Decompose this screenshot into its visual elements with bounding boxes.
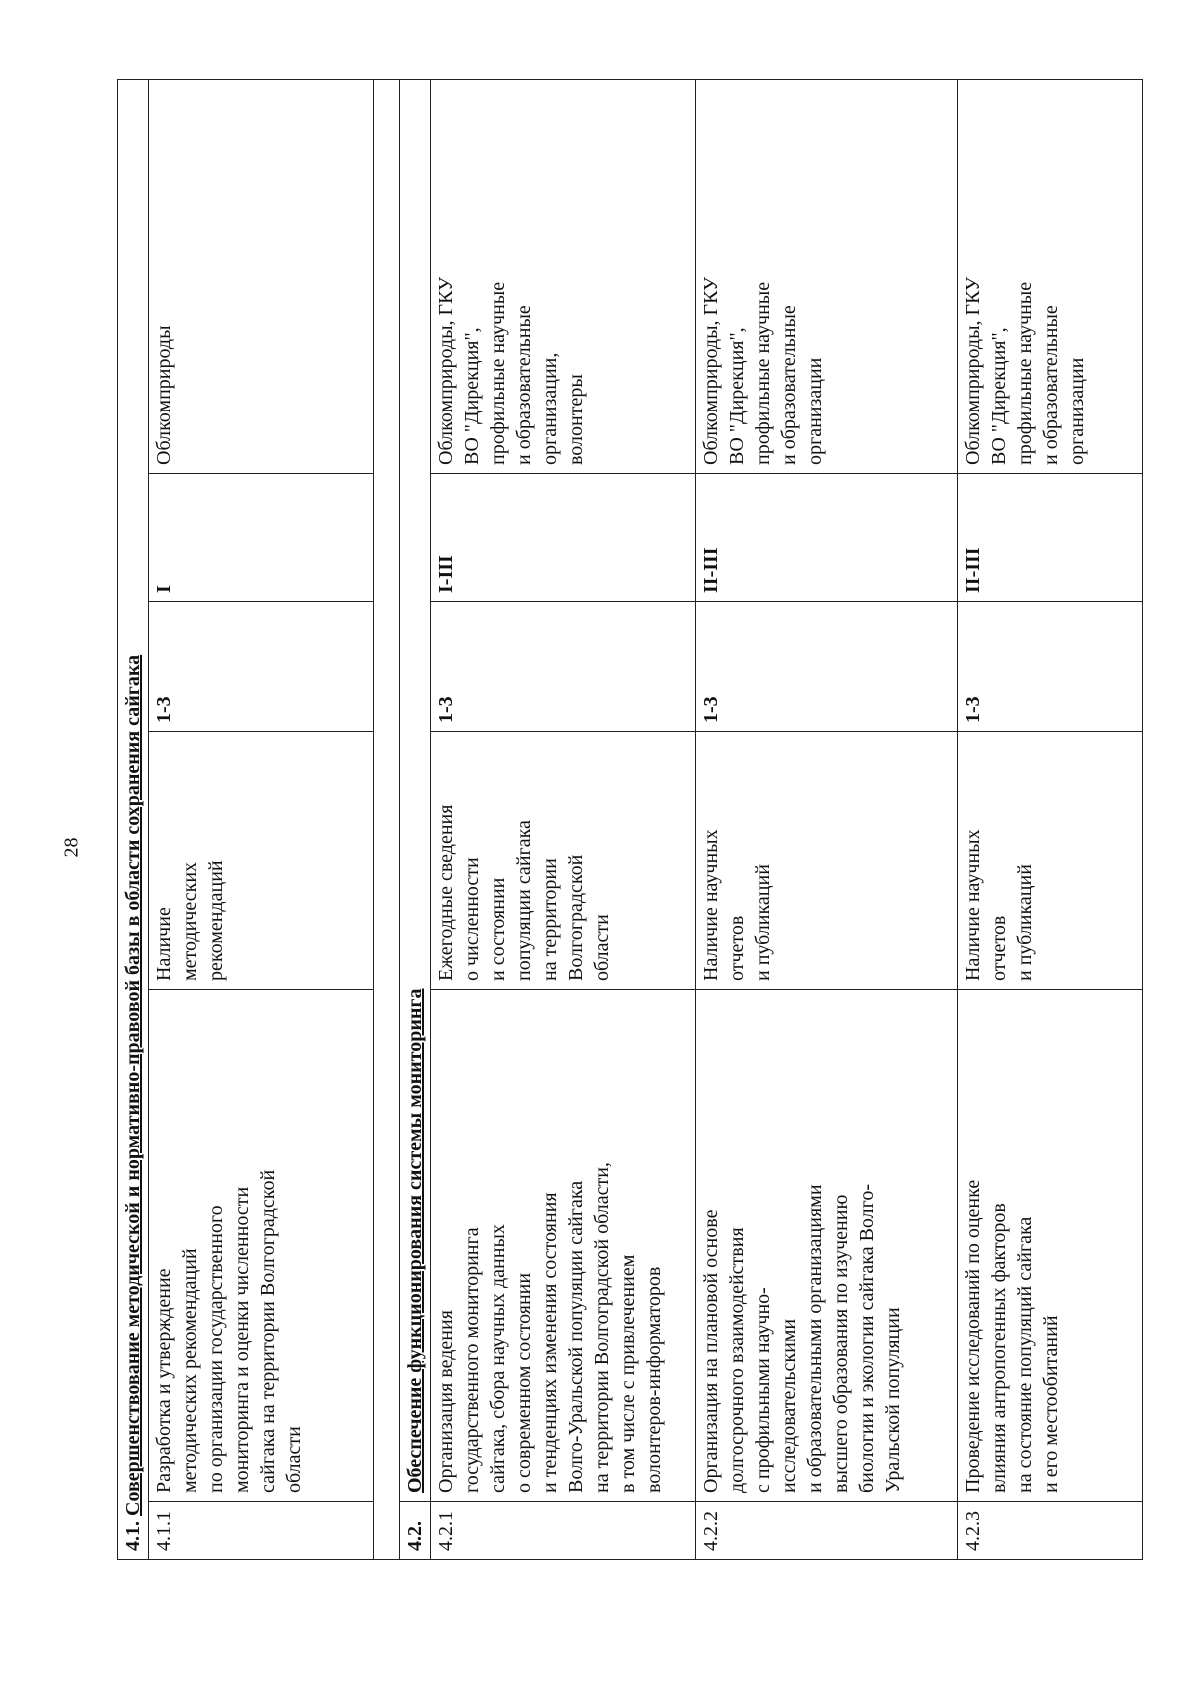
page-number: 28 — [60, 837, 83, 858]
responsible-line: и образовательные — [1040, 305, 1062, 465]
indicator-line: популяции сайгака — [513, 820, 535, 981]
section-number: 4.1. — [122, 1521, 144, 1551]
indicator-line: области — [591, 914, 613, 981]
responsible-line: профильные научные — [487, 281, 509, 465]
table-row — [958, 79, 1143, 1559]
indicator-line: и публикаций — [752, 864, 774, 981]
responsible-line: и образовательные — [513, 305, 535, 465]
measure-name-line: области — [283, 1426, 305, 1493]
measure-name-line: сайгака, сбора научных данных — [487, 1224, 509, 1493]
indicator-cell — [431, 732, 696, 990]
responsible-line: ВО "Дирекция", — [726, 327, 748, 465]
table-row — [149, 79, 374, 1559]
years-cell — [958, 602, 1143, 732]
measure-name-line: волонтеров-информаторов — [643, 1266, 665, 1493]
section-title: Совершенствование методической и нормативно-правовой базы в области сохранения сайгака — [122, 654, 144, 1516]
measure-name-line: государственного мониторинга — [461, 1227, 483, 1493]
indicator-line: рекомендаций — [205, 860, 227, 981]
responsible-line: организации — [1066, 357, 1088, 465]
years-value: 1-3 — [700, 696, 722, 723]
stage-cell — [696, 474, 958, 602]
indicator-line: на территории — [539, 858, 561, 981]
stage-value: I — [153, 585, 175, 593]
responsible-cell — [431, 79, 696, 473]
measure-number: 4.2.3 — [962, 1511, 984, 1551]
measure-name-line: с профильными научно- — [752, 1287, 774, 1493]
responsible-line: волонтеры — [565, 374, 587, 465]
section-number: 4.2. — [404, 1521, 426, 1551]
indicator-line: отчетов — [726, 915, 748, 981]
responsible-line: Облкомприроды — [153, 325, 175, 465]
indicator-line: и публикаций — [1014, 864, 1036, 981]
measure-name-line: Проведение исследований по оценке — [962, 1179, 984, 1493]
measure-number-cell — [958, 1502, 1143, 1560]
section-header-row — [118, 79, 149, 1559]
measure-name-cell — [431, 990, 696, 1502]
measure-name-line: и образовательными организациями — [804, 1184, 826, 1493]
measure-number-cell — [696, 1502, 958, 1560]
measure-name-line: в том числе с привлечением — [617, 1254, 639, 1493]
table-row — [696, 79, 958, 1559]
responsible-line: Облкомприроды, ГКУ — [962, 276, 984, 465]
stage-cell — [431, 474, 696, 602]
stage-value: II-III — [700, 547, 722, 593]
indicator-line: Наличие научных — [700, 829, 722, 981]
section-header-cell — [118, 79, 149, 1559]
measures-table — [117, 79, 1143, 1560]
measure-name-line: долгосрочного взаимодействия — [726, 1227, 748, 1493]
indicator-cell — [958, 732, 1143, 990]
measure-name-line: Организация на плановой основе — [700, 1209, 722, 1493]
responsible-line: ВО "Дирекция", — [461, 327, 483, 465]
responsible-line: профильные научные — [752, 281, 774, 465]
measure-name-line: исследовательскими — [778, 1318, 800, 1493]
rotated-table-container — [117, 80, 1117, 1560]
section-header-cell — [400, 79, 431, 1501]
years-value: 1-3 — [435, 696, 457, 723]
section-header-row — [400, 79, 431, 1559]
stage-cell — [958, 474, 1143, 602]
blank-row — [374, 79, 400, 1559]
indicator-cell — [149, 732, 374, 990]
indicator-line: методических — [179, 861, 201, 981]
stage-value: I-III — [435, 555, 457, 593]
responsible-line: ВО "Дирекция", — [988, 327, 1010, 465]
indicator-line: о численности — [461, 857, 483, 981]
years-cell — [696, 602, 958, 732]
measure-name-line: на территории Волгоградской области, — [591, 1162, 613, 1493]
responsible-line: Облкомприроды, ГКУ — [700, 276, 722, 465]
indicator-line: и состоянии — [487, 877, 509, 981]
indicator-cell — [696, 732, 958, 990]
years-cell — [431, 602, 696, 732]
measure-name-line: по организации государственного — [205, 1205, 227, 1493]
measure-name-line: сайгака на территории Волгоградской — [257, 1169, 279, 1493]
section-number-cell — [400, 1502, 431, 1560]
responsible-line: организации — [804, 357, 826, 465]
years-cell — [149, 602, 374, 732]
measure-name-line: на состояние популяций сайгака — [1014, 1216, 1036, 1493]
measure-name-line: Организация ведения — [435, 1310, 457, 1493]
responsible-line: и образовательные — [778, 305, 800, 465]
measure-number: 4.1.1 — [153, 1511, 175, 1551]
years-value: 1-3 — [962, 696, 984, 723]
responsible-cell — [958, 79, 1143, 473]
measure-name-line: и тенденциях изменения состояния — [539, 1192, 561, 1493]
indicator-line: отчетов — [988, 915, 1010, 981]
measure-name-cell — [149, 990, 374, 1502]
responsible-cell — [149, 79, 374, 473]
indicator-line: Волгоградской — [565, 854, 587, 981]
blank-cell — [374, 79, 400, 1559]
measure-name-line: высшего образования по изучению — [830, 1194, 852, 1493]
responsible-line: Облкомприроды, ГКУ — [435, 276, 457, 465]
measure-name-line: влияния антропогенных факторов — [988, 1203, 1010, 1493]
measure-number: 4.2.2 — [700, 1511, 722, 1551]
stage-cell — [149, 474, 374, 602]
measure-name-line: Разработка и утверждение — [153, 1268, 175, 1493]
measure-name-line: Уральской популяции — [882, 1307, 904, 1493]
measure-number-cell — [149, 1502, 374, 1560]
section-title: Обеспечение функционирования системы мониторинга — [404, 988, 426, 1493]
measure-number-cell — [431, 1502, 696, 1560]
measure-name-cell — [958, 990, 1143, 1502]
indicator-line: Наличие научных — [962, 829, 984, 981]
indicator-line: Наличие — [153, 907, 175, 981]
measure-name-line: и его местообитаний — [1040, 1315, 1062, 1493]
measure-number: 4.2.1 — [435, 1511, 457, 1551]
measure-name-line: Волго-Уральской популяции сайгака — [565, 1180, 587, 1493]
table-row — [431, 79, 696, 1559]
responsible-line: организации, — [539, 352, 561, 465]
responsible-cell — [696, 79, 958, 473]
stage-value: II-III — [962, 547, 984, 593]
responsible-line: профильные научные — [1014, 281, 1036, 465]
measure-name-line: мониторинга и оценки численности — [231, 1186, 253, 1493]
years-value: 1-3 — [153, 696, 175, 723]
measure-name-cell — [696, 990, 958, 1502]
measure-name-line: биологии и экологии сайгака Волго- — [856, 1183, 878, 1493]
measure-name-line: о современном состоянии — [513, 1272, 535, 1493]
indicator-line: Ежегодные сведения — [435, 804, 457, 981]
measure-name-line: методических рекомендаций — [179, 1248, 201, 1493]
